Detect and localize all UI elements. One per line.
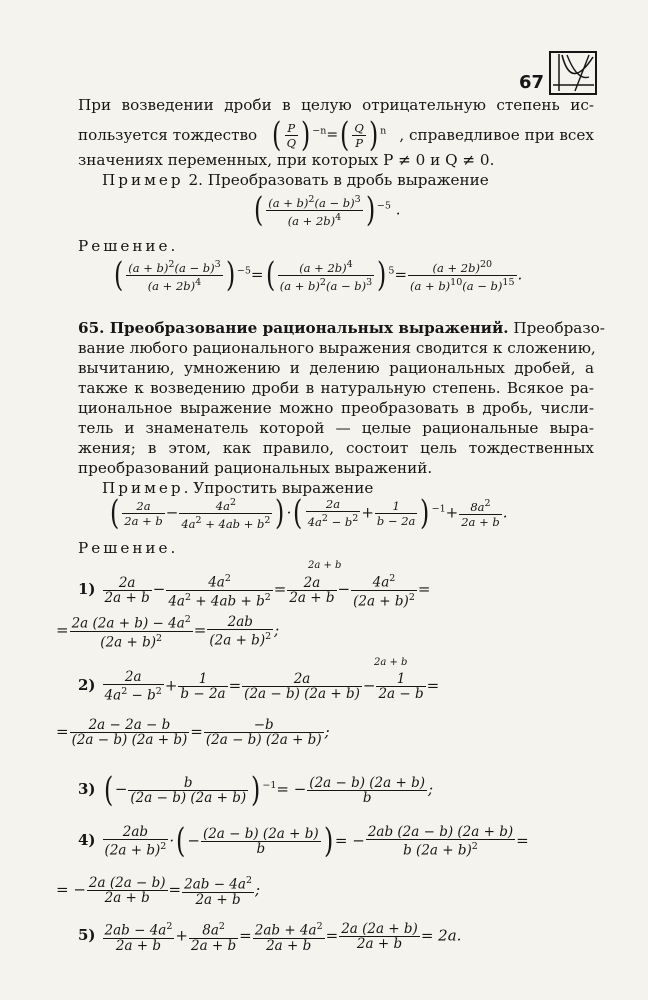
paragraph-line: значениях переменных, при которых P ≠ 0 и Q ≠ 0. bbox=[78, 151, 495, 169]
multiplier-annotation: 2a + b bbox=[308, 560, 342, 571]
paragraph-line: жения; в этом, как правило, состоит цель тождественных bbox=[78, 439, 594, 457]
example-heading: Пример 2. Преобразовать в дробь выражение bbox=[102, 171, 489, 189]
solution-step: 1) $\frac{2a}{2a + b}$ − $\frac{4a^2}{4a^2 + 4ab + b^2}$ = $\frac{2a}{2a + b}$ − $\frac{4a^2}{(2a + b)^2}$ = bbox=[78, 573, 431, 609]
formula: ( $\frac{(a + b)^2(a - b)^3}{(a + 2b)^4}$ ) $^{-5}$=( $\frac{(a + 2b)^4}{(a + b)^2(a - b)^3}$ ) $^5$= $\frac{(a + 2b)^{20}}{(a + b)^{10}(a - b)^{15}}$ . bbox=[113, 255, 523, 296]
paragraph-line: преобразований рациональных выражений. bbox=[78, 459, 433, 477]
example-heading: Пример. Упростить выражение bbox=[102, 479, 374, 497]
text: , справедливое при всех bbox=[399, 126, 594, 144]
graph-with-curves-icon bbox=[549, 51, 597, 95]
solution-step: 2) $\frac{2a}{4a^2 - b^2}$ + $\frac{1}{b - 2a}$ = $\frac{2a}{(2a - b) (2a + b)}$ − $\frac{1}{2a - b}$ = bbox=[78, 669, 440, 704]
solution-step-cont: = $\frac{2a - 2a - b}{(2a - b) (2a + b)}$ = $\frac{-b}{(2a - b) (2a + b)}$ ; bbox=[56, 717, 330, 748]
identity-formula: ( $\frac{P}{Q}$ ) $^{-n}$=( $\frac{Q}{P}$ ) $^n$ bbox=[272, 115, 387, 155]
formula: ( $\frac{2a}{2a + b}$ − $\frac{4a^2}{4a^2 + 4ab + b^2}$ ) ·( $\frac{2a}{4a^2 - b^2}$ + $\frac{1}{b - 2a}$ ) $^{-1}$+ $\frac{8a^2}{2a + b}$ . bbox=[109, 493, 508, 534]
solution-step: 3) ( − $\frac{b}{(2a - b) (2a + b)}$ ) $^{-1}$= − $\frac{(2a - b) (2a + b)}{b}$ ; bbox=[78, 770, 434, 810]
solution-step: 4) $\frac{2ab}{(2a + b)^2}$ ·( − $\frac{(2a - b) (2a + b)}{b}$ ) = − $\frac{2ab (2a - b) (2a + b)}{b (2a + b)^2}$ = bbox=[78, 821, 529, 862]
solution-step-cont: = − $\frac{2a (2a - b)}{2a + b}$ = $\frac{2ab - 4a^2}{2a + b}$ ; bbox=[56, 874, 261, 908]
paragraph-line: При возведении дроби в целую отрицательную степень ис- bbox=[78, 96, 594, 114]
paragraph-line bbox=[78, 115, 594, 155]
solution-label: Решение. bbox=[78, 539, 179, 557]
text: пользуется тождество bbox=[78, 126, 258, 144]
paragraph-line: тель и знаменатель которой — целые рациональные выра- bbox=[78, 419, 594, 437]
solution-step-cont: = $\frac{2a (2a + b) - 4a^2}{(2a + b)^2}$ = $\frac{2ab}{(2a + b)^2}$ ; bbox=[56, 613, 280, 650]
solution-step: 5) $\frac{2ab - 4a^2}{2a + b}$ + $\frac{8a^2}{2a + b}$ = $\frac{2ab + 4a^2}{2a + b}$ = $\frac{2a (2a + b)}{2a + b}$ = 2a. bbox=[78, 920, 462, 954]
page-number: 67 bbox=[519, 72, 545, 93]
solution-label: Решение. bbox=[78, 237, 179, 255]
paragraph-line: вание любого рационального выражения сводится к сложению, bbox=[78, 339, 596, 357]
paragraph-line: также к возведению дроби в натуральную степень. Всякое ра- bbox=[78, 379, 594, 397]
paragraph-line: вычитанию, умножению и делению рациональных дробей, а bbox=[78, 359, 594, 377]
multiplier-annotation: 2a + b bbox=[374, 657, 408, 668]
formula: ( $\frac{(a + b)^2(a - b)^3}{(a + 2b)^4}$ ) $^{-5}$ . bbox=[253, 190, 401, 231]
section-heading: 65. Преобразование рациональных выражений. Преобразо- bbox=[78, 319, 605, 337]
paragraph-line: циональное выражение можно преобразовать в дробь, числи- bbox=[78, 399, 594, 417]
